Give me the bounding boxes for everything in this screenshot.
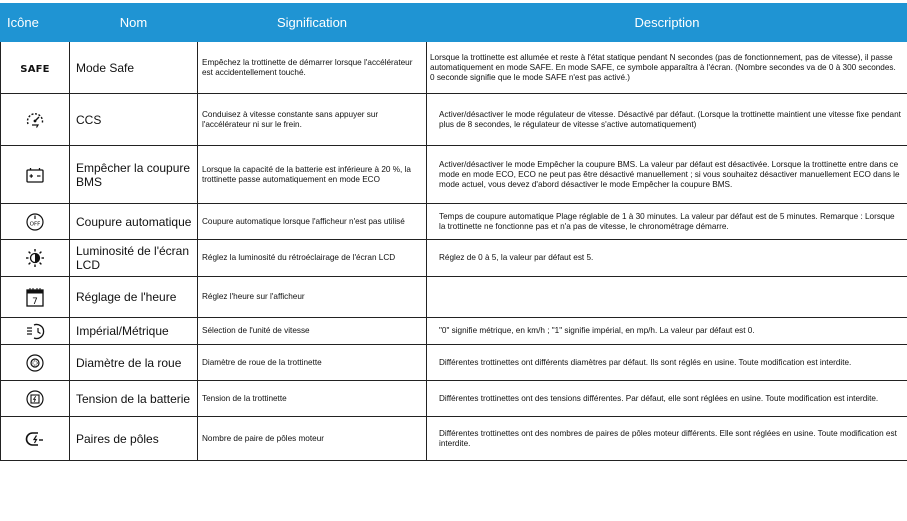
row-description: Activer/désactiver le mode Empêcher la coupure BMS. La valeur par défaut est désactivée. Lorsque la trottinette entre dans ce mode en mode ECO, ECO ne peut pas être désactivé manuellement ; si vous souhaitez désactiver manuellement ECO dans le mode actuel, vous devez d'abord désactiver le mode Empêcher la coupure BMS.	[427, 146, 907, 204]
row-description: Activer/désactiver le mode régulateur de vitesse. Désactivé par défaut. (Lorsque la trottinette maintient une vitesse fixe pendant plus de 8 secondes, le régulateur de vitesse s'active automatiquement)	[427, 94, 907, 146]
row-meaning: Diamètre de roue de la trottinette	[198, 345, 427, 381]
row-description: Réglez de 0 à 5, la valeur par défaut est 5.	[427, 240, 907, 277]
row-meaning: Empêchez la trottinette de démarrer lorsque l'accélérateur est accidentellement touché.	[198, 42, 427, 94]
header-meaning: Signification	[198, 4, 427, 42]
row-meaning: Tension de la trottinette	[198, 381, 427, 417]
table-row	[1, 240, 907, 277]
speed-unit-icon	[24, 321, 46, 341]
wheel-icon	[24, 353, 46, 373]
svg-text:OFF: OFF	[29, 221, 41, 227]
calendar-icon	[24, 287, 46, 307]
table-row	[1, 345, 907, 381]
row-description: Différentes trottinettes ont différents diamètres par défaut. Ils sont réglés en usine. Toute modification est interdite.	[427, 345, 907, 381]
row-meaning: Nombre de paire de pôles moteur	[198, 417, 427, 461]
row-description: Différentes trottinettes ont des nombres de paires de pôles moteur différents. Elle sont réglées en usine. Toute modification est interdite.	[427, 417, 907, 461]
row-name: Diamètre de la roue	[70, 345, 198, 381]
row-description: Lorsque la trottinette est allumée et reste à l'état statique pendant N secondes (pas de fonctionnement, pas de vitesse), il passe automatiquement en mode SAFE. En mode SAFE, ce symbole apparaîtra à l'écran. (Nombre secondes va de 0 à 300 secondes. 0 seconde signifie que le mode SAFE n'est pas activé.)	[427, 42, 907, 94]
row-meaning: Réglez la luminosité du rétroéclairage de l'écran LCD	[198, 240, 427, 277]
row-name: Impérial/Métrique	[70, 318, 198, 345]
row-description	[427, 277, 907, 318]
row-name: Paires de pôles	[70, 417, 198, 461]
row-description: Différentes trottinettes ont des tensions différentes. Par défaut, elle sont réglées en usine. Toute modification est interdite.	[427, 381, 907, 417]
table-row	[1, 318, 907, 345]
table-row	[1, 42, 907, 94]
row-description: Temps de coupure automatique Plage réglable de 1 à 30 minutes. La valeur par défaut est de 5 minutes. Remarque : Lorsque la trottinette ne fonctionne pas et n'a pas de vitesse, le chronométrage démarre.	[427, 204, 907, 240]
row-meaning: Réglez l'heure sur l'afficheur	[198, 277, 427, 318]
row-name: Tension de la batterie	[70, 381, 198, 417]
battery-icon	[24, 165, 46, 185]
table-row	[1, 417, 907, 461]
row-name: Empêcher la coupure BMS	[70, 146, 198, 204]
row-meaning: Conduisez à vitesse constante sans appuyer sur l'accélérateur ni sur le frein.	[198, 94, 427, 146]
row-meaning: Sélection de l'unité de vitesse	[198, 318, 427, 345]
row-meaning: Lorsque la capacité de la batterie est inférieure à 20 %, la trottinette passe automatiquement en mode ECO	[198, 146, 427, 204]
row-description: "0" signifie métrique, en km/h ; "1" signifie impérial, en mp/h. La valeur par défaut est 0.	[427, 318, 907, 345]
safe-text-icon: SAFE	[20, 63, 50, 75]
row-name: Luminosité de l'écran LCD	[70, 240, 198, 277]
header-icon: Icône	[1, 4, 70, 42]
table-row	[1, 381, 907, 417]
table-row	[1, 277, 907, 318]
row-name: Réglage de l'heure	[70, 277, 198, 318]
header-name: Nom	[70, 4, 198, 42]
table-row	[1, 146, 907, 204]
cruise-control-icon	[24, 110, 46, 130]
motor-poles-icon	[24, 429, 46, 449]
row-name: Coupure automatique	[70, 204, 198, 240]
power-off-icon	[24, 212, 46, 232]
table-header-row	[1, 4, 907, 42]
voltage-icon	[24, 389, 46, 409]
row-meaning: Coupure automatique lorsque l'afficheur n'est pas utilisé	[198, 204, 427, 240]
header-description: Description	[427, 4, 907, 42]
brightness-icon	[24, 248, 46, 268]
row-name: CCS	[70, 94, 198, 146]
function-table	[0, 3, 907, 461]
table-row	[1, 94, 907, 146]
table-row	[1, 204, 907, 240]
row-name: Mode Safe	[70, 42, 198, 94]
svg-text:7: 7	[32, 297, 38, 307]
